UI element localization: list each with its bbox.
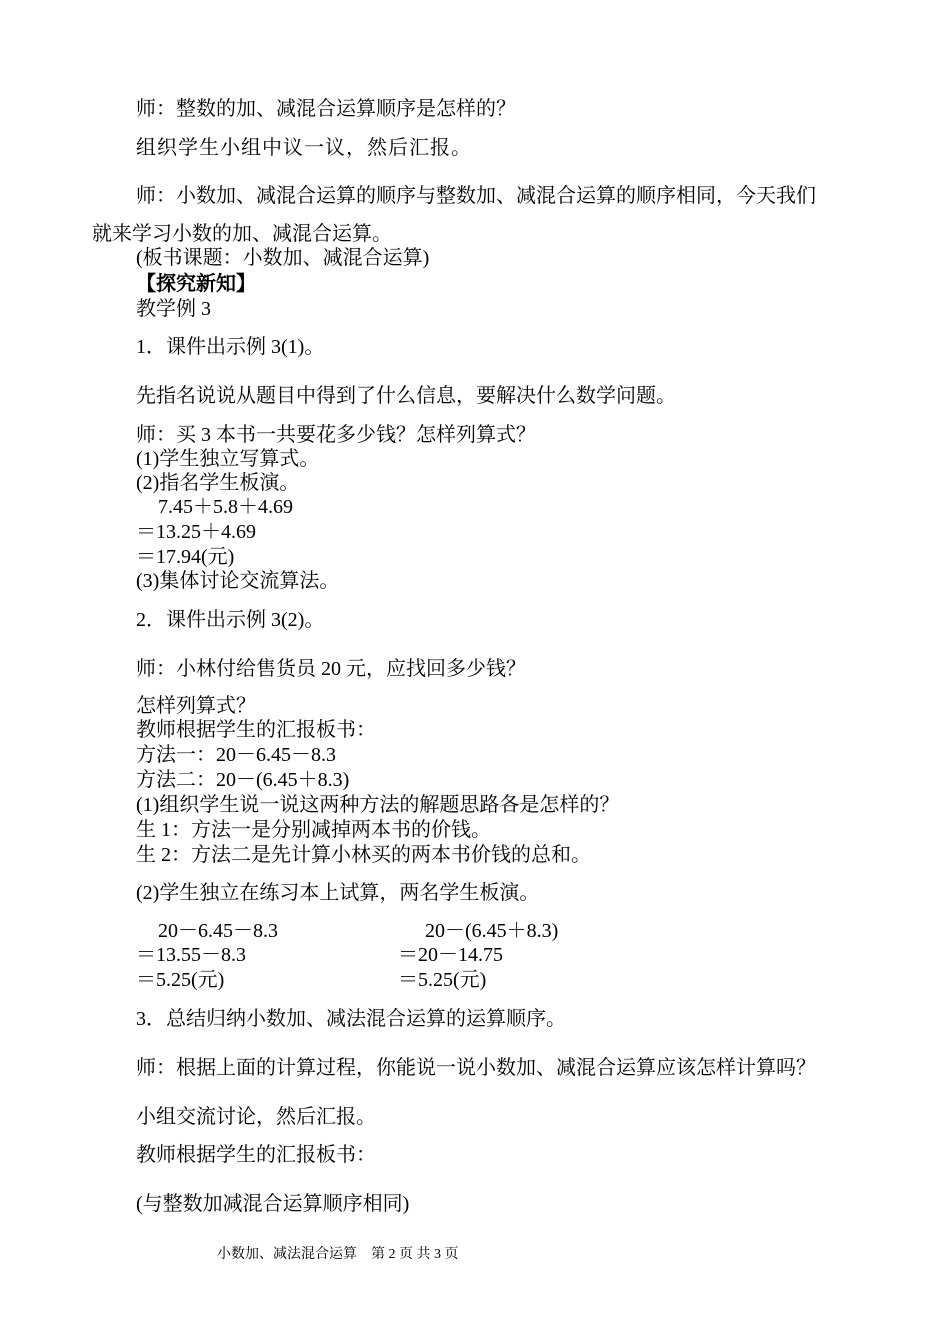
paragraph: 师：小林付给售货员 20 元，应找回多少钱？ (136, 658, 526, 680)
paragraph: 生 1：方法一是分别减掉两本书的价钱。 (136, 819, 491, 841)
calc-line: ＝20－14.75 (398, 944, 503, 966)
calc-line: 20－(6.45＋8.3) (425, 920, 559, 942)
calc-line: ＝5.25(元) (136, 969, 225, 991)
paragraph: 教学例 3 (136, 298, 211, 320)
paragraph: 生 2：方法二是先计算小林买的两本书价钱的总和。 (136, 844, 591, 866)
paragraph: (1)学生独立写算式。 (136, 448, 320, 470)
page-footer: 小数加、减法混合运算 第 2 页 共 3 页 (217, 1247, 459, 1262)
paragraph: 1．课件出示例 3(1)。 (136, 336, 325, 358)
calc-line: 7.45＋5.8＋4.69 (158, 496, 293, 518)
paragraph: (2)指名学生板演。 (136, 472, 300, 494)
calc-line: ＝13.55－8.3 (136, 944, 246, 966)
paragraph: 小组交流讨论，然后汇报。 (136, 1106, 376, 1128)
paragraph: 先指名说说从题目中得到了什么信息，要解决什么数学问题。 (136, 385, 676, 407)
paragraph: (与整数加减混合运算顺序相同) (136, 1193, 410, 1215)
paragraph: 方法一：20－6.45－8.3 (136, 744, 336, 766)
paragraph: (1)组织学生说一说这两种方法的解题思路各是怎样的？ (136, 794, 620, 816)
paragraph: 组织学生小组中议一议，然后汇报。 (136, 137, 472, 159)
paragraph: 师：根据上面的计算过程，你能说一说小数加、减混合运算应该怎样计算吗？ (136, 1057, 816, 1079)
calc-line: 20－6.45－8.3 (158, 920, 278, 942)
section-heading: 【探究新知】 (136, 273, 256, 295)
paragraph: 怎样列算式？ (136, 695, 256, 717)
paragraph: 教师根据学生的汇报板书： (136, 1144, 376, 1166)
paragraph: (3)集体讨论交流算法。 (136, 570, 340, 592)
paragraph: 师：整数的加、减混合运算顺序是怎样的？ (136, 98, 516, 120)
calc-line: ＝13.25＋4.69 (136, 521, 256, 543)
paragraph: 3．总结归纳小数加、减法混合运算的运算顺序。 (136, 1008, 566, 1030)
paragraph: 师：小数加、减混合运算的顺序与整数加、减混合运算的顺序相同，今天我们 (136, 185, 816, 207)
paragraph: 师：买 3 本书一共要花多少钱？怎样列算式？ (136, 424, 536, 446)
paragraph: (板书课题：小数加、减混合运算) (136, 247, 430, 269)
paragraph: 2．课件出示例 3(2)。 (136, 609, 325, 631)
paragraph: (2)学生独立在练习本上试算，两名学生板演。 (136, 882, 540, 904)
paragraph: 方法二：20－(6.45＋8.3) (136, 769, 350, 791)
paragraph: 就来学习小数的加、减混合运算。 (92, 223, 392, 245)
calc-line: ＝5.25(元) (398, 969, 487, 991)
calc-line: ＝17.94(元) (136, 546, 235, 568)
paragraph: 教师根据学生的汇报板书： (136, 719, 376, 741)
